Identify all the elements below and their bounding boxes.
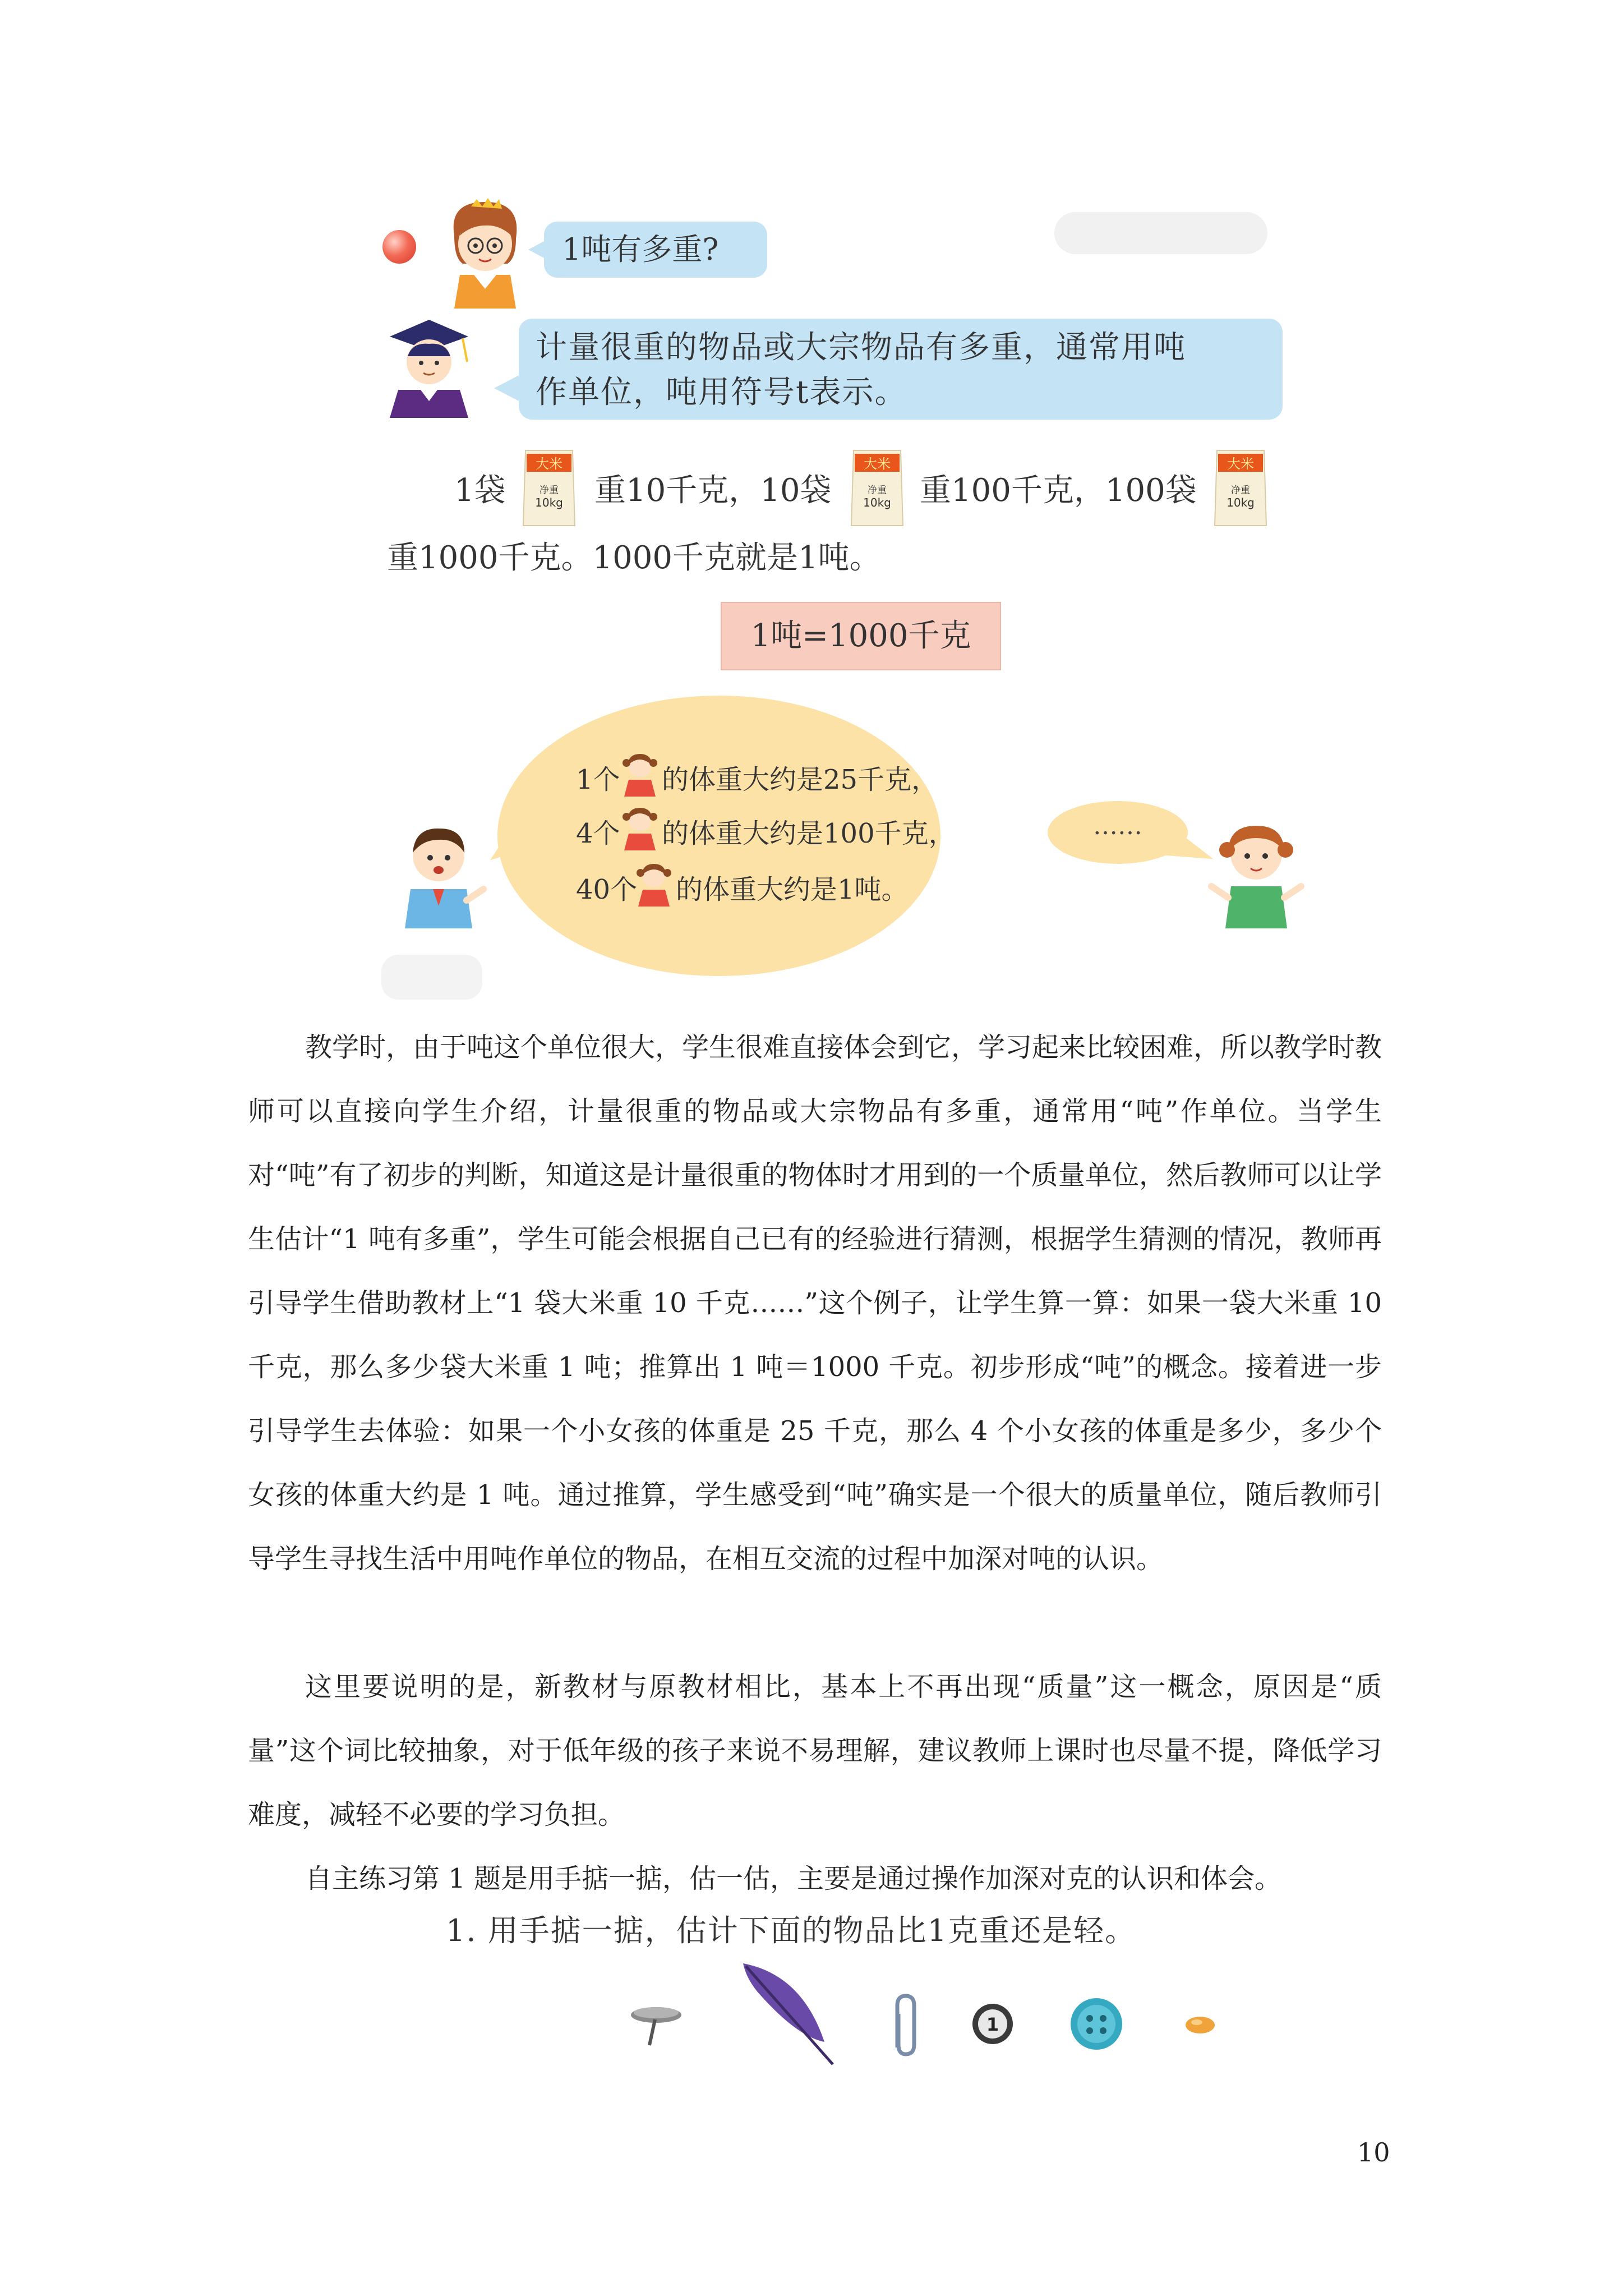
girls-line-3-b: 的体重大约是1吨。	[676, 874, 909, 905]
rice-bag-label: 大米	[1227, 456, 1254, 472]
rice-bag-icon	[519, 446, 579, 530]
girls-line-2-b: 的体重大约是100千克，	[662, 818, 956, 849]
small-girl-icon	[620, 806, 660, 850]
coin-icon	[970, 2001, 1015, 2046]
rice-line-2: 重1000千克。1000千克就是1吨。	[387, 540, 881, 576]
paperclip-icon	[886, 1991, 925, 2059]
dots-bubble: ……	[1048, 801, 1188, 864]
small-girl-icon	[634, 862, 674, 907]
rice-bag-icon	[847, 446, 907, 530]
girls-line-2-a: 4个	[576, 818, 620, 849]
formula-box: 1吨=1000千克	[721, 602, 1001, 670]
rice-bag-label: 大米	[864, 456, 891, 472]
rice-bag-icon	[1210, 446, 1271, 530]
girl-character-icon	[432, 196, 538, 309]
rice-bag-weight: 10kg	[535, 496, 563, 509]
paragraph-2: 这里要说明的是，新教材与原教材相比，基本上不再出现“质量”这一概念，原因是“质量”这个词比较抽象，对于低年级的孩子来说不易理解，建议教师上课时也尽量不提，降低学习难度，减轻不必要的学习负担。	[248, 1671, 1382, 1830]
rice-line-1-b: 重10千克，10袋	[594, 472, 832, 509]
girl-right-character-icon	[1206, 819, 1307, 928]
girls-line-1-b: 的体重大约是25千克，	[662, 764, 939, 795]
rice-line-1-a: 1袋	[454, 472, 506, 509]
teacher-bubble-line-2: 作单位，吨用符号t表示。	[536, 374, 907, 411]
boy-character-icon	[399, 822, 489, 928]
rice-line-1-c: 重100千克，100袋	[920, 472, 1197, 509]
girls-line-3-a: 40个	[576, 874, 638, 905]
rice-bag-weight: 10kg	[1227, 496, 1255, 509]
question-bubble: 1吨有多重?	[544, 222, 767, 278]
pushpin-icon	[623, 2003, 684, 2047]
scan-smudge	[1054, 212, 1267, 254]
scan-smudge	[381, 955, 482, 1000]
rice-bag-net: 净重	[1231, 485, 1250, 496]
rice-bag-net: 净重	[868, 485, 887, 496]
girls-line-1-a: 1个	[576, 764, 620, 795]
exercise-title: 1. 用手掂一掂，估计下面的物品比1克重还是轻。	[446, 1913, 1137, 1948]
paragraph-1: 教学时，由于吨这个单位很大，学生很难直接体会到它，学习起来比较困难，所以教学时教师可以直接向学生介绍，计量很重的物品或大宗物品有多重，通常用“吨”作单位。当学生对“吨”有了初步的判断，知道这是计量很重的物体时才用到的一个质量单位，然后教师可以让学生估计“1 吨有多重”，学生可能会根据自己已有的经验进行猜测，根据学生猜测的情况，教师再引导学生借助教材上“1 袋大米重 10 千克……”这个例子，让学生算一算：如果一袋大米重 10 千克，那么多少袋大米重 1 吨；推算出 1 吨＝1000 千克。初步形成“吨”的概念。接着进一步引导学生去体验：如果一个小女孩的体重是 25 千克，那么 4 个小女孩的体重是多少，多少个女孩的体重大约是 1 吨。通过推算，学生感受到“吨”确实是一个很大的质量单位，随后教师引导学生寻找生活中用吨作单位的物品，在相互交流的过程中加深对吨的认识。	[248, 1032, 1382, 1575]
page-number: 10	[1357, 2137, 1390, 2168]
small-girl-icon	[620, 752, 660, 797]
teacher-bubble-line-1: 计量很重的物品或大宗物品有多重，通常用吨	[536, 329, 1186, 366]
coin-label: 1	[986, 2014, 999, 2035]
feather-icon	[735, 1958, 841, 2070]
rice-bag-net: 净重	[540, 485, 559, 496]
teacher-character-icon	[384, 317, 474, 418]
teacher-bubble	[519, 319, 1283, 420]
bean-icon	[1183, 2014, 1217, 2036]
rice-bag-label: 大米	[536, 456, 562, 472]
red-dot-marker	[382, 230, 416, 264]
paragraph-3: 自主练习第 1 题是用手掂一掂，估一估，主要是通过操作加深对克的认识和体会。	[305, 1863, 1282, 1894]
button-icon	[1068, 1996, 1124, 2052]
rice-bag-weight: 10kg	[863, 496, 891, 509]
